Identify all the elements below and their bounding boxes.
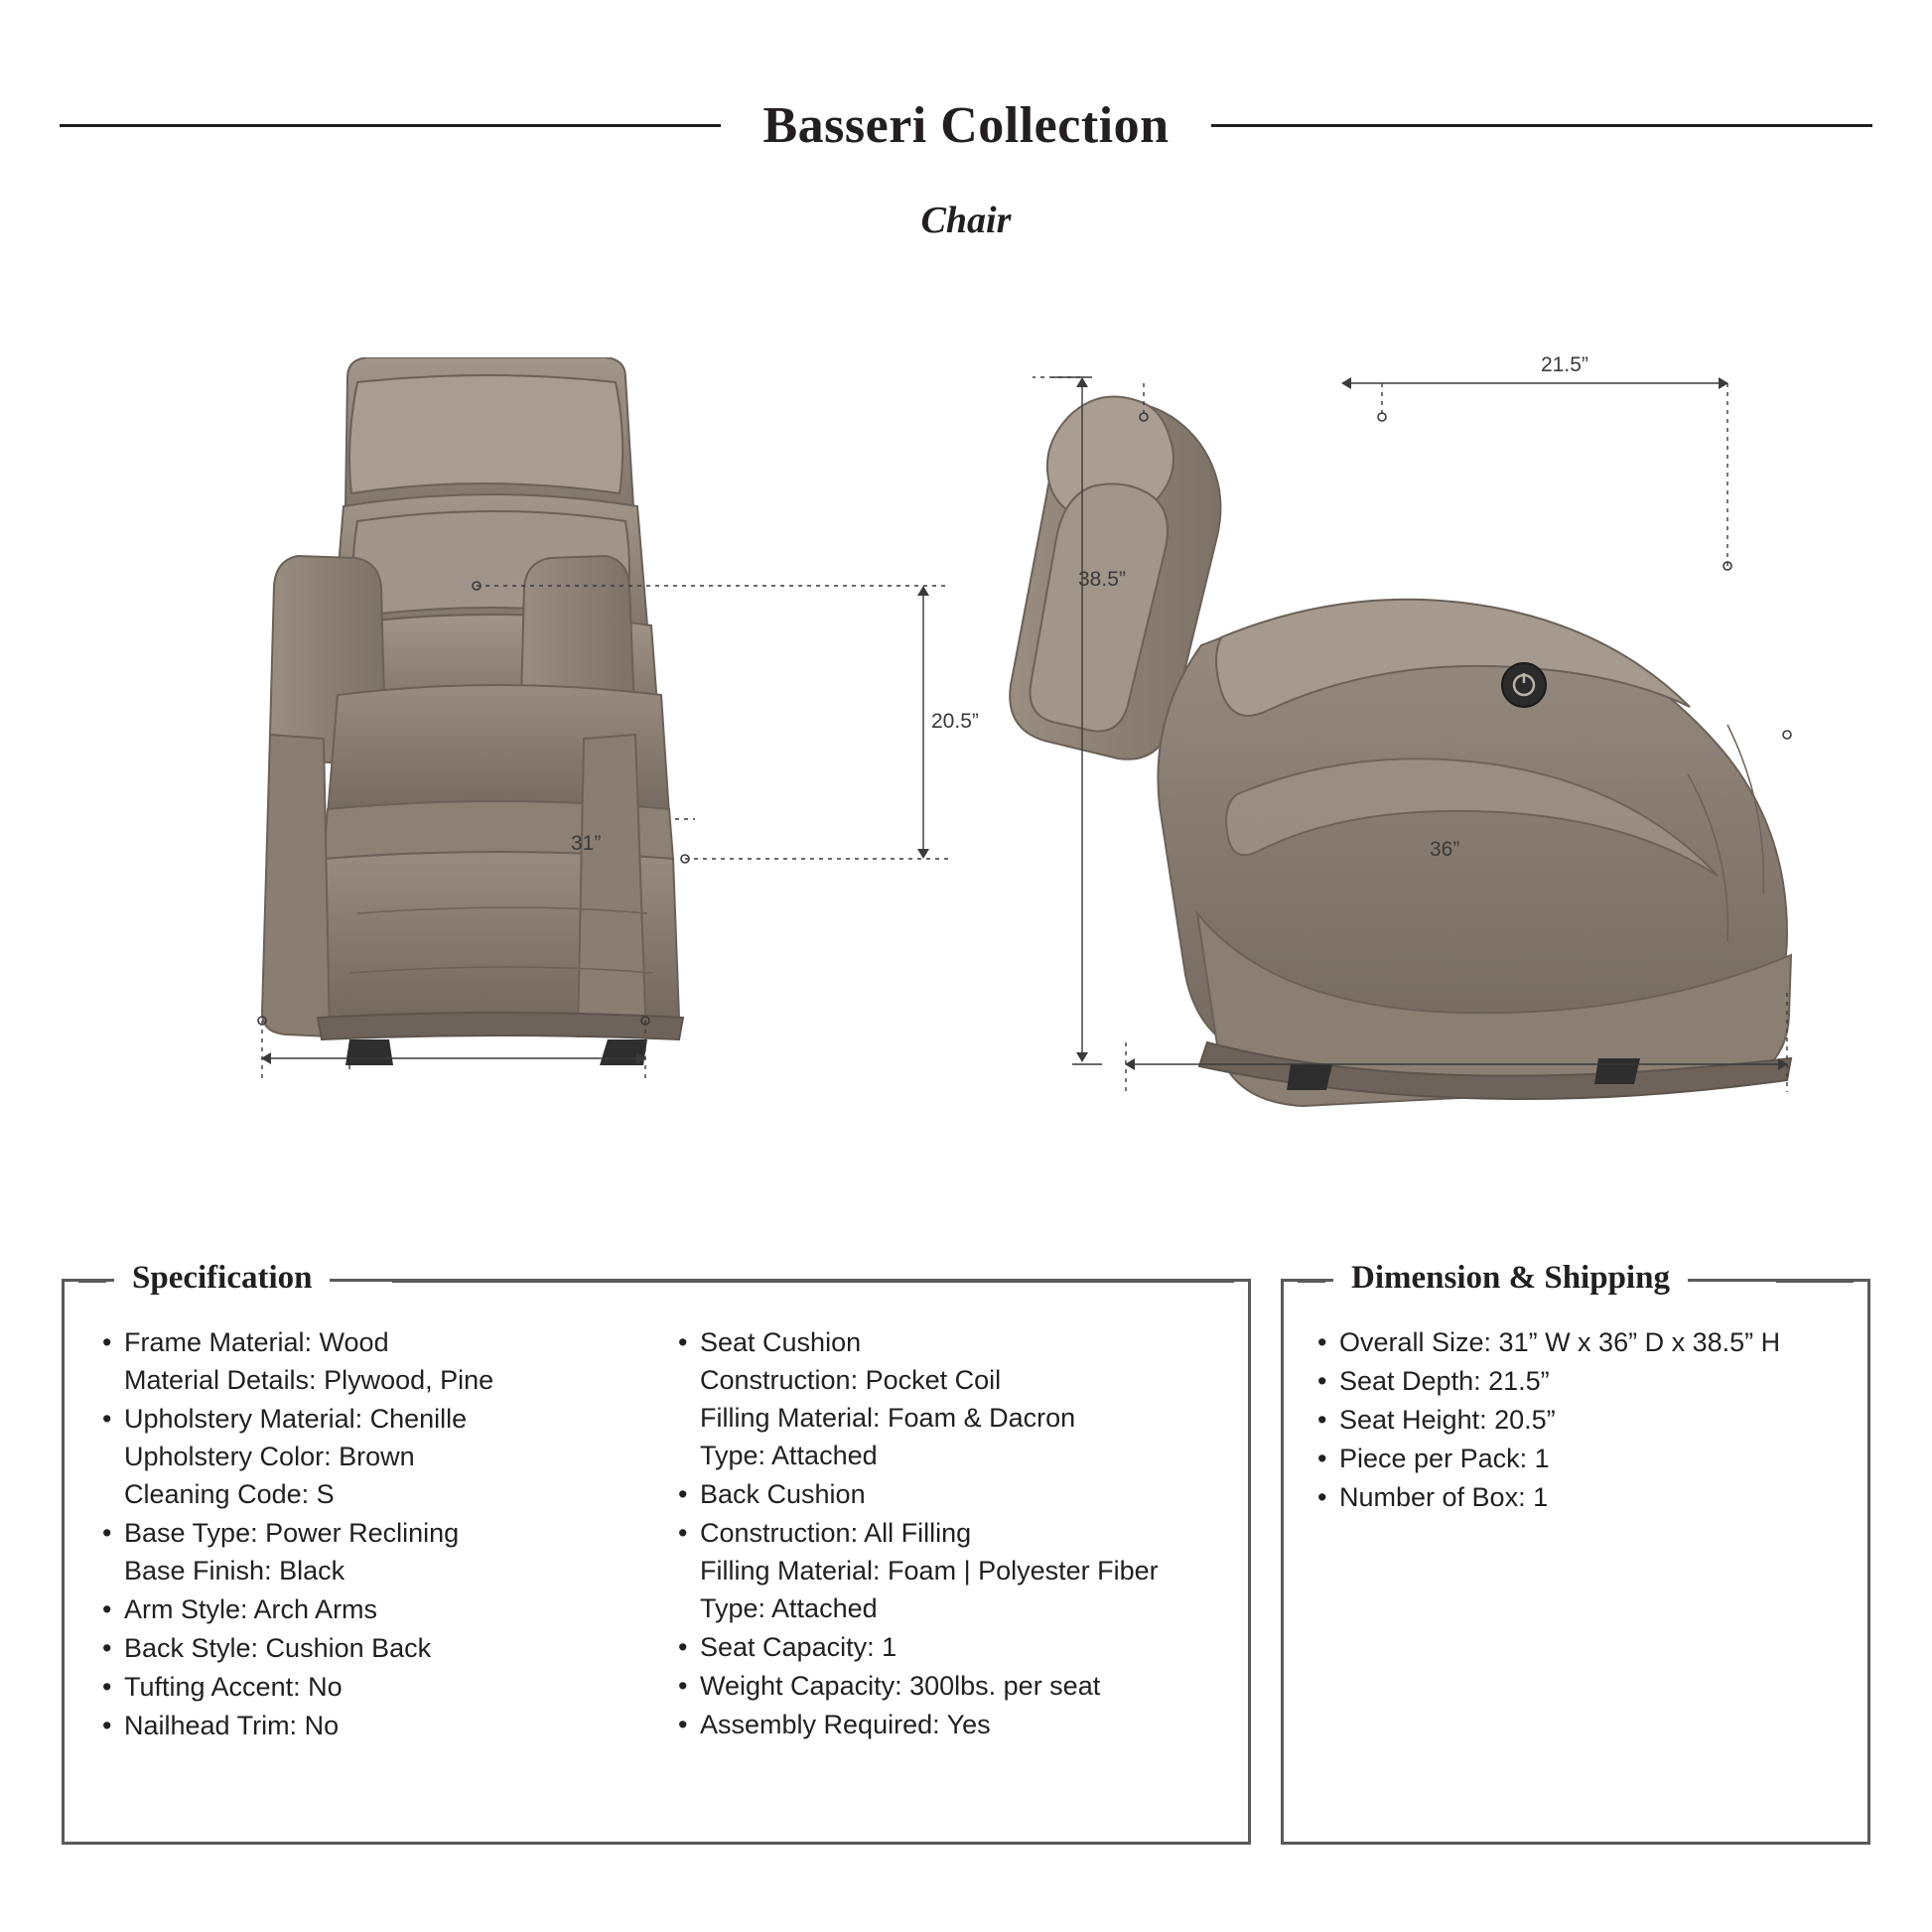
- list-item: [674, 1628, 1216, 1666]
- specification-column-right: [640, 1323, 1236, 1842]
- spec-main: Arm Style: Arch Arms: [124, 1594, 378, 1624]
- specification-list-left: [98, 1323, 621, 1744]
- dim-main: Piece per Pack: 1: [1339, 1444, 1550, 1473]
- list-item: [98, 1668, 621, 1706]
- list-item: [674, 1706, 1216, 1743]
- specification-panel: [62, 1260, 1251, 1845]
- dimension-shipping-panel: [1281, 1260, 1870, 1845]
- spec-main: Nailhead Trim: No: [124, 1711, 340, 1740]
- spec-main: Base Type: Power Reclining: [124, 1518, 460, 1548]
- spec-main: Upholstery Material: Chenille: [124, 1404, 468, 1434]
- spec-main: Assembly Required: Yes: [700, 1710, 991, 1739]
- specification-list-right: [674, 1323, 1216, 1743]
- dim-main: Seat Depth: 21.5”: [1339, 1366, 1550, 1396]
- spec-sub: Construction: Pocket Coil: [700, 1365, 1002, 1395]
- list-item: [674, 1323, 1216, 1474]
- spec-sub: Filling Material: Foam & Dacron: [700, 1403, 1076, 1433]
- illustration-svg: [0, 357, 1932, 1152]
- spec-sub: Filling Material: Foam | Polyester Fiber: [700, 1556, 1159, 1586]
- dimension-shipping-list: [1313, 1323, 1848, 1516]
- spec-main: Back Cushion: [700, 1479, 866, 1509]
- header-rule-right: [1211, 124, 1872, 127]
- spec-heading-rule-left: [78, 1280, 106, 1283]
- dimension-label-seat-height: 20.5”: [931, 710, 979, 733]
- spec-main: Seat Cushion: [700, 1327, 862, 1357]
- side-view-chair: [1010, 397, 1791, 1106]
- list-item: [1313, 1478, 1848, 1516]
- page-title: Basseri Collection: [762, 96, 1170, 154]
- dimension-label-seat-depth: 21.5”: [1541, 353, 1588, 376]
- dimension-label-overall-depth: 36”: [1430, 838, 1460, 861]
- list-item: [674, 1667, 1216, 1705]
- dimension-label-overall-width: 31”: [571, 832, 602, 855]
- list-item: [98, 1514, 621, 1589]
- dim-heading-rule-right: [1776, 1280, 1854, 1283]
- list-item: [98, 1629, 621, 1667]
- list-item: [1313, 1362, 1848, 1400]
- list-item: [98, 1707, 621, 1744]
- dim-heading-rule-left: [1298, 1280, 1325, 1283]
- spec-heading-rule-right: [392, 1280, 1234, 1283]
- spec-sub: Base Finish: Black: [124, 1556, 345, 1586]
- list-item: [98, 1400, 621, 1513]
- spec-main: Construction: All Filling: [700, 1518, 972, 1548]
- spec-sub: Cleaning Code: S: [124, 1479, 335, 1509]
- dimension-shipping-heading: Dimension & Shipping: [1333, 1260, 1688, 1297]
- front-view-chair: [262, 357, 683, 1065]
- dim-main: Seat Height: 20.5”: [1339, 1405, 1556, 1435]
- dim-main: Overall Size: 31” W x 36” D x 38.5” H: [1339, 1327, 1781, 1357]
- spec-main: Seat Capacity: 1: [700, 1632, 897, 1662]
- spec-sub: Upholstery Color: Brown: [124, 1442, 415, 1471]
- spec-sub: Type: Attached: [700, 1441, 878, 1470]
- list-item: [674, 1514, 1216, 1627]
- specification-column-left: [65, 1323, 640, 1842]
- dim-main: Number of Box: 1: [1339, 1482, 1549, 1512]
- list-item: [98, 1590, 621, 1628]
- list-item: [98, 1323, 621, 1399]
- dimension-shipping-column: [1284, 1323, 1867, 1842]
- list-item: [674, 1475, 1216, 1513]
- dimension-label-overall-height: 38.5”: [1078, 568, 1126, 591]
- spec-main: Frame Material: Wood: [124, 1327, 389, 1357]
- power-button-detail: [1502, 663, 1546, 707]
- page-header: [60, 95, 1872, 155]
- list-item: [1313, 1323, 1848, 1361]
- spec-sub: Type: Attached: [700, 1593, 878, 1623]
- page-subtitle: Chair: [920, 200, 1012, 241]
- list-item: [1313, 1401, 1848, 1439]
- spec-main: Back Style: Cushion Back: [124, 1633, 432, 1663]
- spec-main: Tufting Accent: No: [124, 1672, 343, 1702]
- specification-heading: Specification: [114, 1260, 330, 1297]
- list-item: [1313, 1440, 1848, 1477]
- spec-sub: Material Details: Plywood, Pine: [124, 1365, 494, 1395]
- spec-main: Weight Capacity: 300lbs. per seat: [700, 1671, 1101, 1701]
- header-rule-left: [60, 124, 721, 127]
- product-illustrations: [0, 353, 1932, 1152]
